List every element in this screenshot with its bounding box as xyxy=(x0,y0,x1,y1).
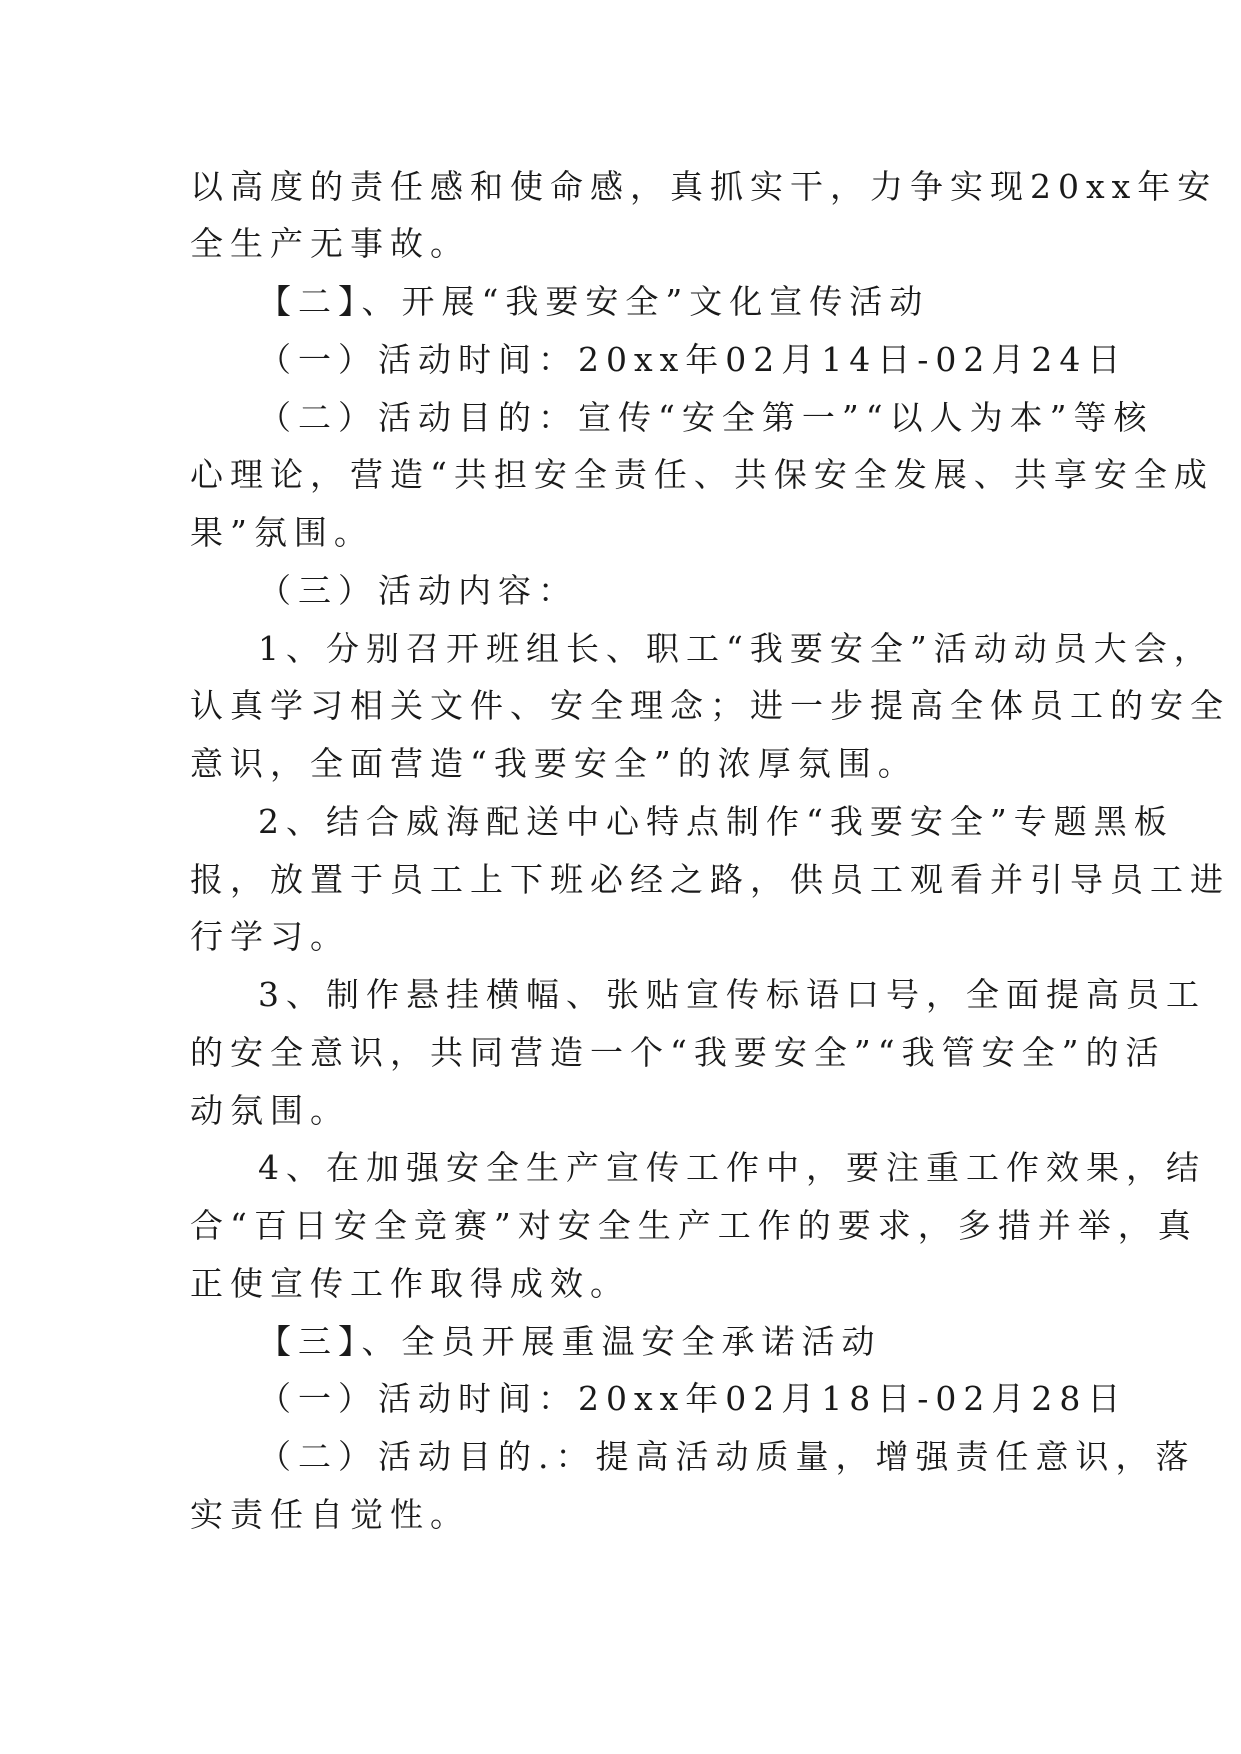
text-line: 行学习。 xyxy=(190,917,350,956)
text-line: 的安全意识，共同营造一个“我要安全”“我管安全”的活 xyxy=(190,1033,1166,1072)
text-line: 正使宣传工作取得成效。 xyxy=(190,1264,630,1303)
text-line: （一）活动时间：20xx年02月14日-02月24日 xyxy=(258,340,1128,379)
text-line: 报，放置于员工上下班必经之路，供员工观看并引导员工进 xyxy=(190,860,1230,899)
text-line: 1、分别召开班组长、职工“我要安全”活动动员大会， xyxy=(258,629,1214,668)
text-line: （三）活动内容： xyxy=(258,571,578,610)
section-heading: 【三】、全员开展重温安全承诺活动 xyxy=(258,1322,882,1361)
text-line: 实责任自觉性。 xyxy=(190,1495,470,1534)
text-line: 4、在加强安全生产宣传工作中，要注重工作效果，结 xyxy=(258,1148,1206,1187)
text-line: （二）活动目的：宣传“安全第一”“以人为本”等核 xyxy=(258,398,1154,437)
text-line: 意识，全面营造“我要安全”的浓厚氛围。 xyxy=(190,744,918,783)
text-line: 心理论，营造“共担安全责任、共保安全发展、共享安全成 xyxy=(190,455,1214,494)
text-line: 全生产无事故。 xyxy=(190,224,470,263)
text-line: 2、结合威海配送中心特点制作“我要安全”专题黑板 xyxy=(258,802,1174,841)
text-line: 合“百日安全竞赛”对安全生产工作的要求，多措并举，真 xyxy=(190,1206,1198,1245)
text-line: 果”氛围。 xyxy=(190,513,374,552)
text-line: 认真学习相关文件、安全理念；进一步提高全体员工的安全 xyxy=(190,686,1230,725)
text-line: 3、制作悬挂横幅、张贴宣传标语口号，全面提高员工 xyxy=(258,975,1206,1014)
text-line: 以高度的责任感和使命感，真抓实干，力争实现20xx年安 xyxy=(190,167,1218,206)
text-line: 动氛围。 xyxy=(190,1091,350,1130)
text-line: （二）活动目的.：提高活动质量，增强责任意识，落 xyxy=(258,1437,1196,1476)
section-heading: 【二】、开展“我要安全”文化宣传活动 xyxy=(258,282,930,321)
text-line: （一）活动时间：20xx年02月18日-02月28日 xyxy=(258,1379,1128,1418)
